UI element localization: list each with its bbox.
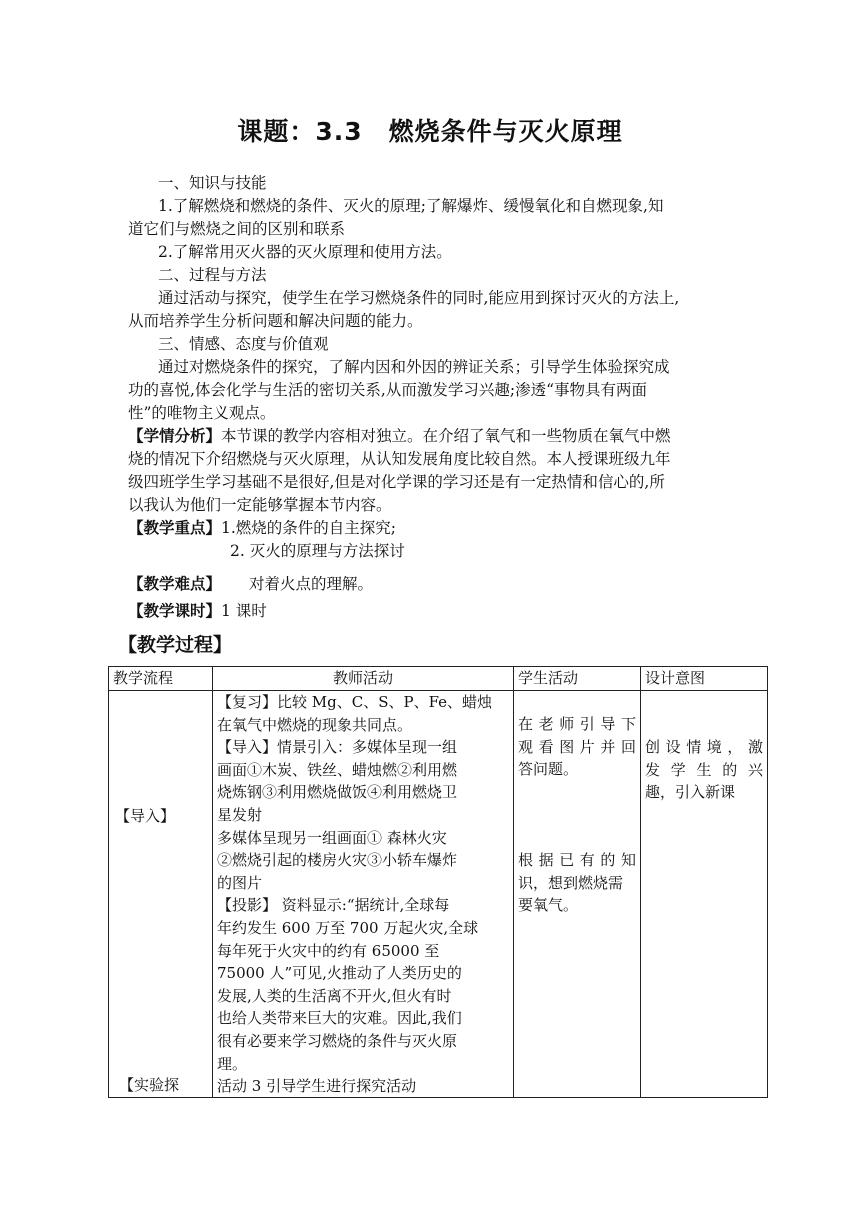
hours-label: 【教学课时】 [128, 602, 222, 620]
emotion-heading: 三、情感、态度与价值观 [158, 335, 329, 353]
difficulty-label: 【教学难点】 [128, 575, 222, 593]
page-title: 课题：3.3 燃烧条件与灭火原理 [237, 117, 623, 146]
header-student: 学生活动 [514, 667, 641, 691]
student-activity-1: 在老师引导下 观看图片并回 答问题。 [518, 715, 636, 779]
knowledge-item-2: 2.了解常用灭火器的灭火原理和使用方法。 [158, 243, 452, 261]
teacher-line: 理。 [217, 1054, 248, 1073]
student-cell [514, 691, 641, 1098]
teacher-line: 画面①木炭、铁丝、蜡烛燃②利用燃 [217, 760, 458, 779]
teacher-line: 烧炼钢③利用燃烧做饭④利用燃烧卫 [217, 783, 458, 802]
analysis-line-1 [128, 425, 760, 448]
analysis-line-2: 烧的情况下介绍燃烧与灭火原理，从认知发展角度比较自然。本人授课班级九年 [128, 450, 671, 468]
teacher-line: 很有必要来学习燃烧的条件与灭火原 [217, 1031, 458, 1050]
teacher-line: 星发射 [217, 805, 263, 824]
knowledge-heading: 一、知识与技能 [158, 174, 267, 192]
analysis-line-3: 级四班学生学习基础不是很好,但是对化学课的学习还是有一定热情和信心的,所 [128, 473, 665, 491]
stage-experiment: 【实验探 [119, 1076, 180, 1094]
teacher-line: 年约发生 600 万至 700 万起火灾,全球 [217, 918, 479, 937]
flow-cell [109, 691, 213, 1098]
teacher-line: 【投影】 资料显示:“据统计,全球每 [217, 896, 450, 915]
teacher-line: 在氧气中燃烧的现象共同点。 [217, 715, 413, 734]
design-cell [641, 691, 768, 1098]
key-point-2: 2. 灭火的原理与方法探讨 [230, 542, 405, 560]
table-row [109, 691, 768, 1098]
design-intent: 创设情境，激 发学生的兴 趣，引入新课 [645, 738, 763, 802]
process-heading: 二、过程与方法 [158, 266, 267, 284]
hours-line [128, 600, 760, 623]
analysis-label: 【学情分析】 [128, 427, 222, 445]
teacher-line: 【导入】情景引入：多媒体呈现一组 [217, 738, 458, 757]
student-activity-2: 根据已有的知 识，想到燃烧需 要氧气。 [518, 851, 636, 915]
difficulty-text: 对着火点的理解。 [249, 575, 374, 593]
stage-intro: 【导入】 [115, 807, 176, 825]
process-title: 【教学过程】 [118, 634, 233, 656]
process-line-1: 通过活动与探究，使学生在学习燃烧条件的同时,能应用到探讨灭火的方法上, [158, 289, 680, 307]
teacher-line: 活动 3 引导学生进行探究活动 [217, 1077, 417, 1096]
header-teacher: 教师活动 [213, 667, 514, 691]
knowledge-item-1-line-1: 1.了解燃烧和燃烧的条件、灭火的原理;了解爆炸、缓慢氧化和自燃现象,知 [158, 197, 664, 215]
teacher-cell [213, 691, 514, 1098]
emotion-line-2: 功的喜悦,体会化学与生活的密切关系,从而激发学习兴趣;渗透“事物具有两面 [128, 381, 648, 399]
process-line-2: 从而培养学生分析问题和解决问题的能力。 [128, 312, 423, 330]
difficulty-line [128, 573, 760, 596]
teacher-line: 多媒体呈现另一组画面① 森林火灾 [217, 828, 447, 847]
teacher-line: 的图片 [217, 873, 263, 892]
emotion-line-1: 通过对燃烧条件的探究，了解内因和外因的辨证关系；引导学生体验探究成 [158, 358, 670, 376]
teacher-line: 【复习】比较 Mg、C、S、P、Fe、蜡烛 [217, 693, 493, 711]
teaching-process-table [108, 666, 768, 1098]
teacher-line: 75000 人”可见,火推动了人类历史的 [217, 964, 462, 983]
analysis-text-1: 本节课的教学内容相对独立。在介绍了氧气和一些物质在氧气中燃 [221, 427, 671, 445]
table-header-row [109, 667, 768, 691]
key-points-label: 【教学重点】 [128, 519, 222, 537]
key-points-line-1 [128, 517, 760, 540]
teacher-line: 也给人类带来巨大的灾难。因此,我们 [217, 1009, 462, 1028]
key-point-1: 1.燃烧的条件的自主探究; [221, 519, 397, 537]
header-flow: 教学流程 [109, 667, 213, 691]
teacher-line: 每年死于火灾中的约有 65000 至 [217, 941, 440, 960]
knowledge-item-1-line-2: 道它们与燃烧之间的区别和联系 [128, 220, 346, 238]
emotion-line-3: 性”的唯物主义观点。 [128, 404, 276, 422]
teacher-line: 发展,人类的生活离不开火,但火有时 [217, 986, 452, 1005]
teacher-line: ②燃烧引起的楼房火灾③小轿车爆炸 [217, 851, 458, 870]
analysis-line-4: 以我认为他们一定能够掌握本节内容。 [128, 496, 392, 514]
hours-text: 1 课时 [221, 602, 267, 620]
header-design: 设计意图 [641, 667, 768, 691]
